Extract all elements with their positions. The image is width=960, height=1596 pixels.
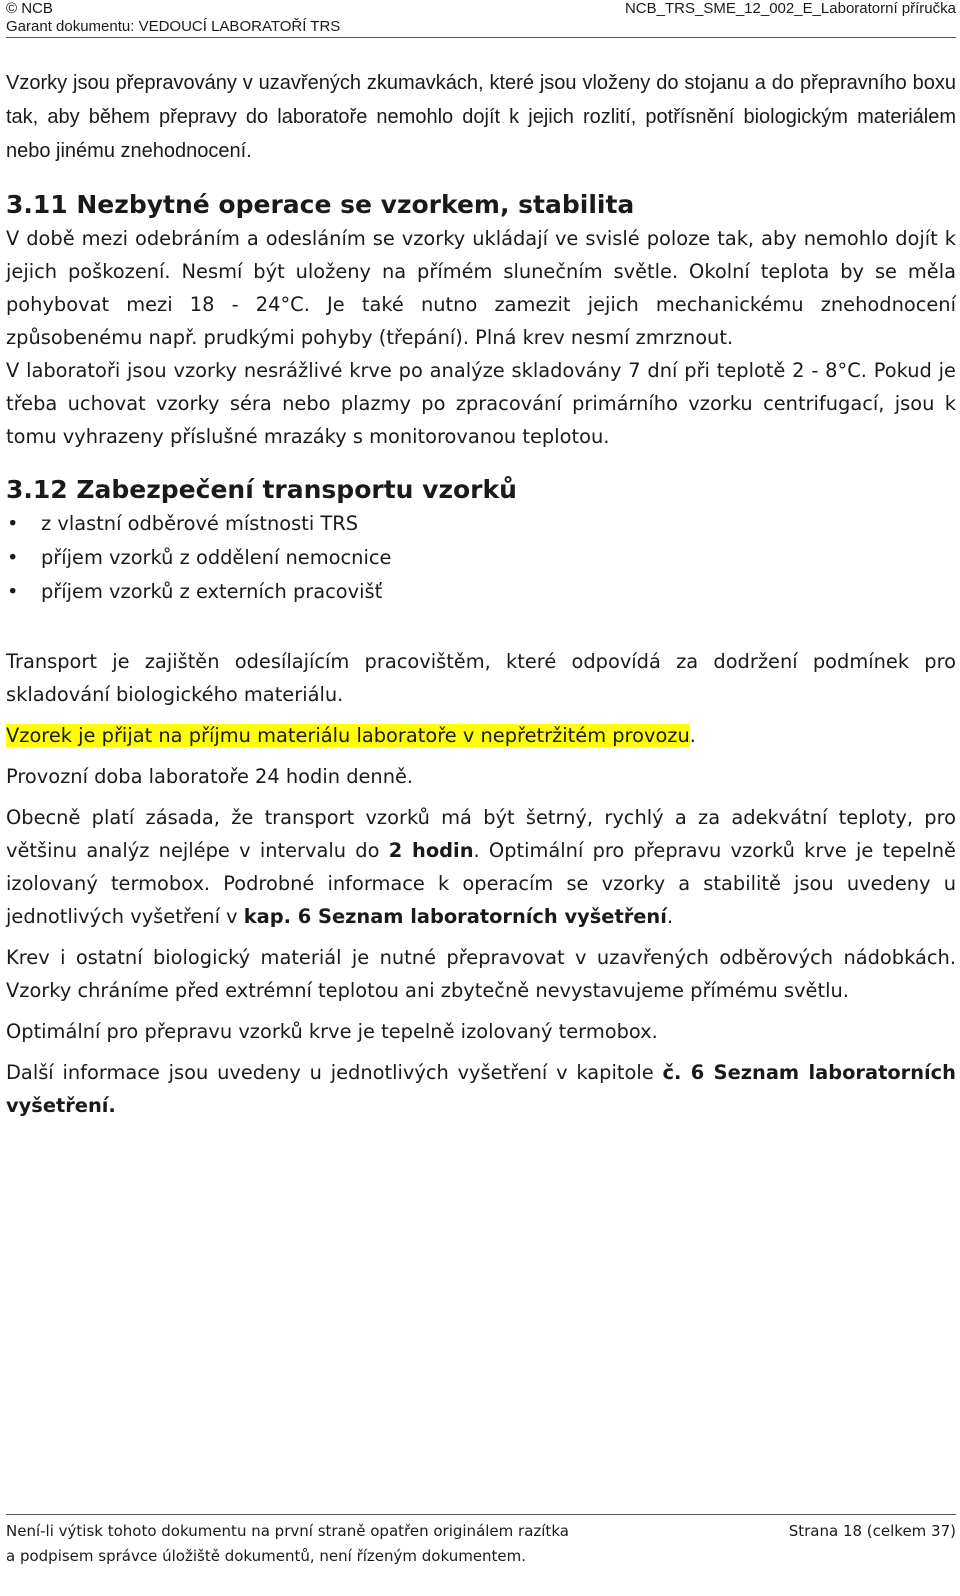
closed-containers-paragraph: Krev i ostatní biologický materiál je nutné přepravovat v uzavřených odběrových nádobkách. Vzorky chráníme před extrémní teplotou ani zbytečně nevystavujeme přímému světlu. [6,946,956,1002]
list-item-text: příjem vzorků z oddělení nemocnice [41,546,392,569]
header-copyright: © NCB [6,0,53,17]
bold-time-limit: 2 hodin [388,839,474,862]
list-item [6,541,956,575]
spacer [6,609,956,645]
list-item [6,575,956,609]
list-item [6,507,956,541]
footer-notice-line-2: a podpisem správce úložiště dokumentů, není řízeným dokumentem. [6,1547,527,1565]
reception-paragraph: Vzorek je přijat na příjmu materiálu laboratoře v nepřetržitém provozu. [6,724,696,747]
thermobox-paragraph: Optimální pro přepravu vzorků krve je tepelně izolovaný termobox. [6,1020,658,1043]
header-left [6,0,340,36]
operating-hours-paragraph: Provozní doba laboratoře 24 hodin denně. [6,765,414,788]
header-doc-id: NCB_TRS_SME_12_002_E_Laboratorní příručka [624,0,956,17]
page-number: Strana 18 (celkem 37) [788,1522,956,1540]
chapter-reference-link: č. 6 Seznam laboratorních vyšetření. [6,1061,956,1117]
footer-notice-line-1: Není-li výtisk tohoto dokumentu na první straně opatřen originálem razítka [6,1522,569,1540]
list-item-text: z vlastní odběrové místnosti TRS [41,512,359,535]
intro-paragraph: Vzorky jsou přepravovány v uzavřených zkumavkách, které jsou vloženy do stojanu a do přepravního boxu tak, aby během přepravy do laboratoře nemohlo dojít k jejich rozlití, potřísnění biologickým materiálem nebo jinému znehodnocení. [6,72,956,162]
bullet-icon: • [7,546,19,569]
highlighted-text: Vzorek je přijat na příjmu materiálu laboratoře v nepřetržitém provozu [6,724,690,747]
transport-principle-paragraph: Obecně platí zásada, že transport vzorků má být šetrný, rychlý a za adekvátní teploty, pro většinu analýz nejlépe v intervalu do 2 hodin. Optimální pro přepravu vzorků krve je tepelně izolovaný termobox. Podrobné informace k operacím se vzorky a stabilitě jsou uvedeny u jednotlivých vyšetření v kap. 6 Seznam laboratorních vyšetření. [6,806,956,928]
chapter-reference-link: kap. 6 Seznam laboratorních vyšetření [243,905,667,928]
document-body [6,66,956,1130]
bullet-icon: • [7,580,19,603]
bullet-icon: • [7,512,19,535]
section-3-12-heading: 3.12 Zabezpečení transportu vzorků [6,475,517,504]
more-info-paragraph: Další informace jsou uvedeny u jednotlivých vyšetření v kapitole č. 6 Seznam laboratorních vyšetření. [6,1061,956,1117]
transport-responsibility-paragraph: Transport je zajištěn odesílajícím pracovištěm, které odpovídá za dodržení podmínek pro skladování biologického materiálu. [6,650,956,706]
list-item-text: příjem vzorků z externích pracovišť [41,580,383,603]
transport-source-list [6,507,956,609]
section-3-11-heading: 3.11 Nezbytné operace se vzorkem, stabilita [6,190,635,219]
section-3-11-paragraph-2: V laboratoři jsou vzorky nesrážlivé krve po analýze skladovány 7 dní při teplotě 2 - 8°C. Pokud je třeba uchovat vzorky séra nebo plazmy po zpracování primárního vzorku centrifugací, jsou k tomu vyhrazeny příslušné mrazáky s monitorovanou teplotou. [6,359,956,448]
page-header [6,0,956,38]
page-footer [6,1514,956,1569]
section-3-11-paragraph-1: V době mezi odebráním a odesláním se vzorky ukládají ve svislé poloze tak, aby nemohlo dojít k jejich poškození. Nesmí být uloženy na přímém slunečním světle. Okolní teplota by se měla pohybovat mezi 18 - 24°C. Je také nutno zamezit jejich mechanickému znehodnocení způsobenému např. prudkými pohyby (třepání). Plná krev nesmí zmrznout. [6,227,956,349]
header-guarantor: Garant dokumentu: VEDOUCÍ LABORATOŘÍ TRS [6,18,341,35]
